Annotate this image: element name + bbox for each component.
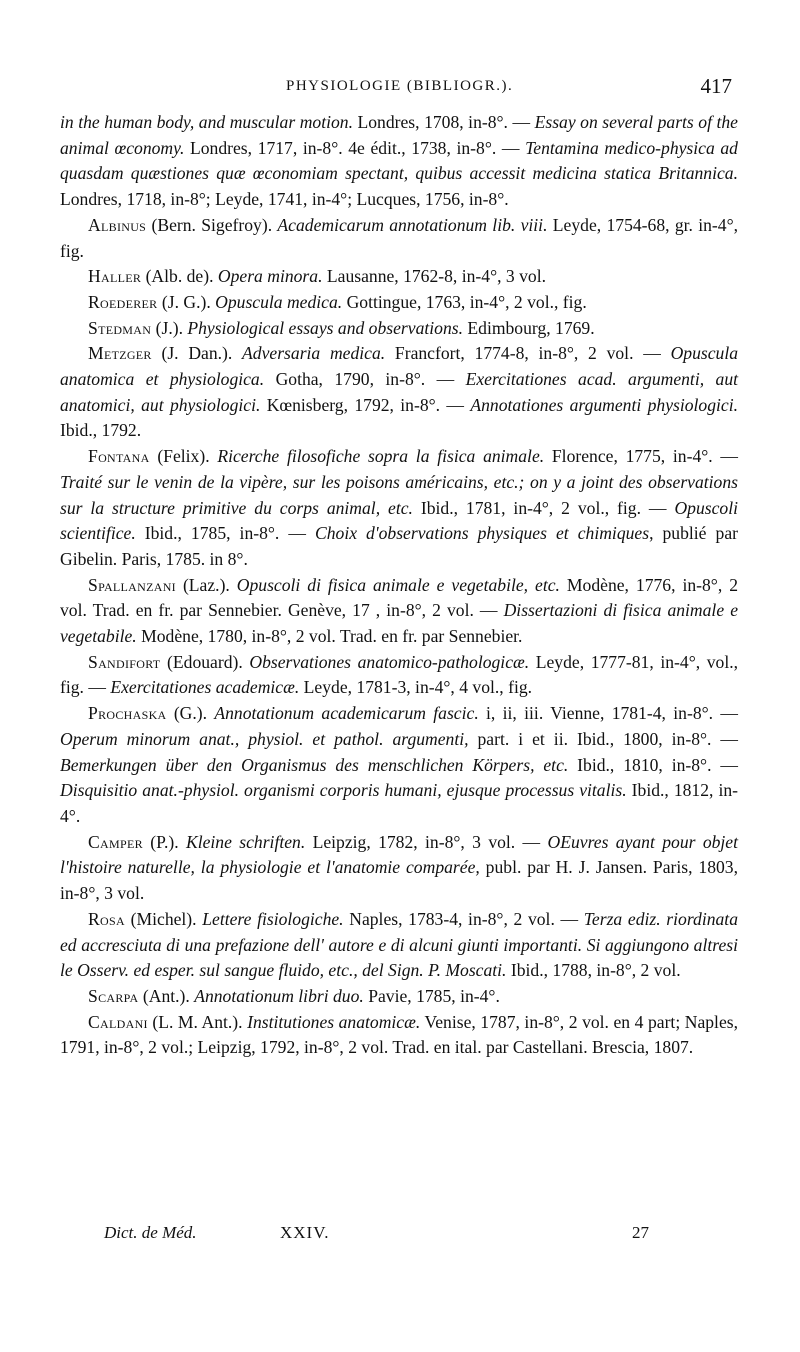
entry-text: Gottingue, 1763, in-4°, 2 vol., fig. (342, 291, 587, 312)
bibliography-entry (60, 110, 738, 213)
work-title: Opuscoli scientifice. (60, 497, 738, 544)
entry-text: Leyde, 1754-68, gr. in-4°, fig. (60, 214, 739, 261)
entry-text: (Ant.). (138, 985, 195, 1006)
entry-text: i, ii, iii. Vienne, 1781-4, in-8°. — (478, 703, 738, 724)
entry-text: publ. par H. J. Jansen. Paris, 1803, in-8°, 3 vol. (60, 857, 738, 904)
entry-text: Ibid., 1788, in-8°, 2 vol. (506, 960, 681, 981)
entry-text: (G.). (166, 703, 215, 724)
entry-text: Florence, 1775, in-4°. — (544, 446, 738, 467)
entry-text: Ibid., 1812, in-4°. (60, 780, 738, 826)
work-title: Adversaria medica. (242, 343, 386, 364)
entry-text: (Laz.). (175, 574, 237, 595)
work-title: Ricerche filosofiche sopra la fisica animale. (217, 446, 545, 467)
work-title: Opuscula medica. (215, 291, 343, 312)
entry-text: Lausanne, 1762-8, in-4°, 3 vol. (322, 266, 546, 287)
work-title: Annotationes argumenti physiologici. (470, 394, 739, 415)
work-title: Dissertazioni di fisica animale e vegetabile. (60, 600, 739, 647)
running-title: PHYSIOLOGIE (BIBLIOGR.). (286, 78, 514, 94)
entry-text: (P.). (142, 831, 186, 852)
bibliography-entry (60, 316, 738, 342)
work-title: Bemerkungen über den Organismus des menschlichen Körpers, etc. (60, 754, 569, 775)
author-name: Rosa (88, 908, 125, 929)
work-title: OEuvres ayant pour objet l'histoire naturelle, la physiologie et l'anatomie comparée, (60, 831, 739, 878)
signature-mark: Dict. de Méd. (104, 1223, 197, 1242)
entry-text: (J. G.). (157, 291, 216, 312)
work-title: Kleine schriften. (185, 831, 306, 852)
bibliography-entry (60, 213, 738, 264)
work-title: in the human body, and muscular motion. (60, 112, 353, 132)
entry-text: Londres, 1718, in-8°; Leyde, 1741, in-4°; Lucques, 1756, in-8°. (60, 189, 509, 210)
author-name: Caldani (88, 1011, 148, 1032)
entry-text: Ibid., 1792. (60, 420, 142, 441)
entry-text: Leipzig, 1782, in-8°, 3 vol. — (305, 831, 548, 852)
bibliography-entry (60, 907, 738, 984)
entry-text: (Edouard). (160, 651, 250, 672)
author-name: Albinus (88, 214, 147, 235)
entry-text: Londres, 1708, in-8°. — (352, 112, 535, 132)
entry-text: Naples, 1783-4, in-8°, 2 vol. — (343, 908, 584, 929)
work-title: Tentamina medico-physica ad quasdam quæstiones quæ œconomiam spectant, quibus accessit medicina statica Britannica. (60, 137, 738, 184)
entry-text: Leyde, 1781-3, in-4°, 4 vol., fig. (299, 677, 533, 698)
bibliography-entry (60, 573, 738, 650)
entry-text: Venise, 1787, in-8°, 2 vol. en 4 part; Naples, 1791, in-8°, 2 vol.; Leipzig, 1792, in-8°, 2 vol. Trad. en ital. par Castellani. Brescia, 1807. (60, 1011, 739, 1058)
work-title: Disquisitio anat.-physiol. organismi corporis humani, ejusque processus vitalis. (60, 780, 627, 801)
author-name: Roederer (88, 291, 158, 312)
bibliography-entry (60, 290, 738, 316)
bibliography-text (60, 110, 738, 1061)
entry-text: Pavie, 1785, in-4°. (363, 985, 500, 1006)
work-title: Exercitationes academicæ. (110, 677, 300, 698)
bibliography-entry (60, 1010, 738, 1061)
work-title: Terza ediz. riordinata ed accresciuta di una prefazione dell' autore e di alcuni giunti importanti. Si aggiungono altresi le Osserv. ed esper. sul sangue fluido, etc., del Sign. P. Moscati. (60, 908, 738, 981)
work-title: Lettere fisiologiche. (202, 908, 344, 929)
entry-text: , publié par Gibelin. Paris, 1785. in 8°. (60, 523, 738, 569)
author-name: Spallanzani (88, 574, 176, 595)
bibliography-entry (60, 444, 738, 573)
page-number: 417 (700, 74, 732, 98)
entry-text: Kœnisberg, 1792, in-8°. — (260, 394, 471, 415)
work-title: Opuscula anatomica et physiologica. (60, 343, 738, 390)
entry-text: Londres, 1717, in-8°. 4e édit., 1738, in-8°. — (184, 137, 526, 158)
author-name: Stedman (88, 317, 152, 338)
author-name: Prochaska (88, 703, 167, 724)
entry-text: (J. Dan.). (151, 343, 243, 364)
work-title: Exercitationes acad. argumenti, aut anatomici, aut physiologici. (60, 369, 739, 415)
bibliography-entry (60, 830, 738, 907)
entry-text: (Felix). (149, 446, 218, 467)
entry-text: Leyde, 1777-81, in-4°, vol., fig. — (60, 651, 739, 698)
entry-text: Ibid., 1810, in-8°. — (568, 754, 738, 775)
entry-text: Modène, 1776, in-8°, 2 vol. Trad. en fr. par Sennebier. Genève, 17 , in-8°, 2 vol. — (60, 574, 738, 621)
entry-text: (Alb. de). (141, 266, 218, 287)
entry-text: (Michel). (124, 908, 203, 929)
bibliography-entry (60, 264, 738, 290)
author-name: Camper (88, 831, 143, 852)
bibliography-entry (60, 650, 738, 701)
entry-text: Ibid., 1785, in-8°. — (135, 523, 315, 544)
work-title: Essay on several parts of the animal œconomy. (60, 112, 738, 158)
work-title: Academicarum annotationum lib. viii. (277, 214, 548, 235)
work-title: Annotationum academicarum fascic. (214, 703, 479, 724)
page-footer (60, 1223, 738, 1249)
work-title: Institutiones anatomicæ. (247, 1011, 421, 1032)
entry-text: (Bern. Sigefroy). (146, 214, 278, 235)
author-name: Metzger (88, 343, 152, 364)
entry-text: Gotha, 1790, in-8°. — (264, 369, 466, 390)
sheet-number: 27 (632, 1223, 649, 1242)
entry-text: Ibid., 1781, in-4°, 2 vol., fig. — (412, 497, 675, 518)
author-name: Sandifort (88, 651, 161, 672)
author-name: Fontana (88, 446, 150, 467)
bibliography-entry (60, 701, 738, 830)
work-title: Annotationum libri duo. (194, 985, 364, 1006)
entry-text: Edimbourg, 1769. (463, 317, 595, 338)
entry-text: Modène, 1780, in-8°, 2 vol. Trad. en fr. par Sennebier. (136, 626, 523, 647)
work-title: Traité sur le venin de la vipère, sur les poisons américains, etc.; on y a joint des observations sur la structure primitive du corps animal, etc. (60, 471, 738, 518)
running-head (60, 74, 740, 100)
work-title: Physiological essays and observations. (187, 317, 463, 338)
entry-text: Francfort, 1774-8, in-8°, 2 vol. — (385, 343, 671, 364)
entry-text: part. i et ii. Ibid., 1800, in-8°. — (468, 728, 739, 749)
entry-text: (L. M. Ant.). (147, 1011, 248, 1032)
work-title: Observationes anatomico-pathologicæ. (249, 651, 530, 672)
bibliography-entry (60, 984, 738, 1010)
work-title: Operum minorum anat., physiol. et pathol. argumenti, (60, 728, 469, 749)
entry-text: (J.). (151, 317, 188, 338)
work-title: Choix d'observations physiques et chimiques (315, 523, 650, 544)
work-title: Opera minora. (217, 266, 323, 287)
work-title: Opuscoli di fisica animale e vegetabile, etc. (236, 574, 560, 595)
author-name: Haller (88, 266, 142, 287)
bibliography-entry (60, 341, 738, 444)
volume-mark: XXIV. (280, 1223, 330, 1242)
author-name: Scarpa (88, 985, 139, 1006)
